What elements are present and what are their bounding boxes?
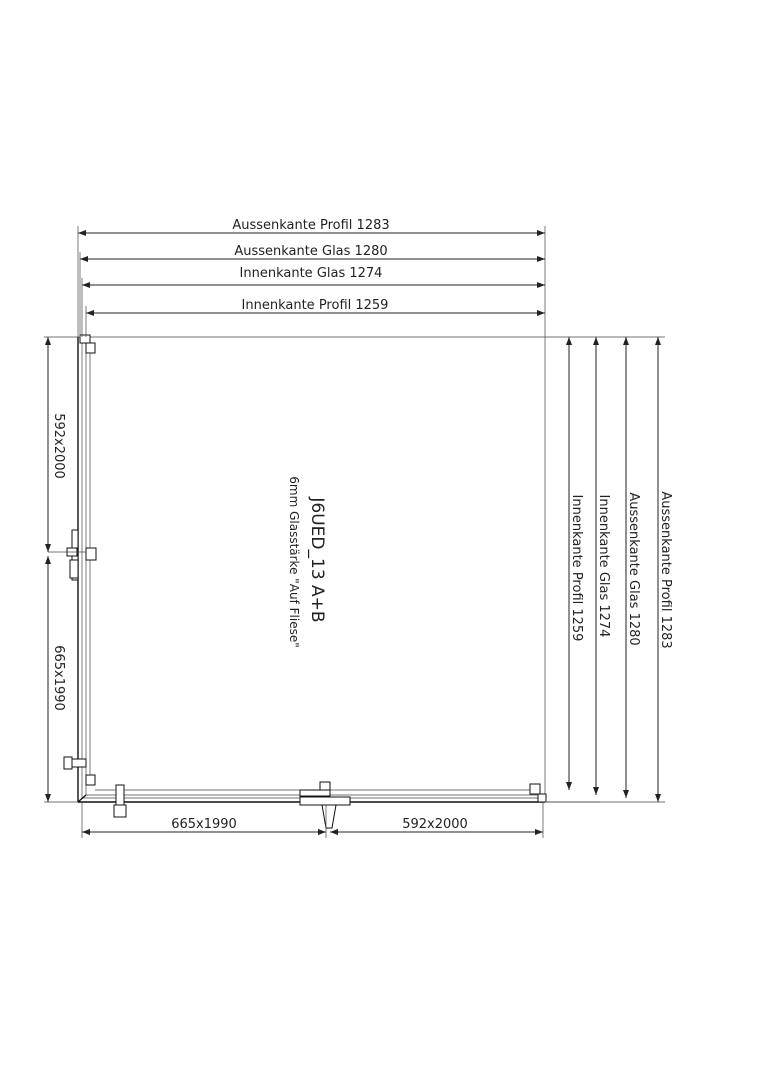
hardware-bottom-right	[530, 784, 600, 802]
label-top-outer-profile: Aussenkante Profil 1283	[232, 218, 390, 233]
label-bottom-left: 665x1990	[171, 817, 237, 832]
left-dimension-labels	[51, 413, 66, 711]
label-left-upper: 592x2000	[51, 413, 66, 479]
label-right-outer-profile: Aussenkante Profil 1283	[658, 491, 673, 649]
label-right-outer-glass: Aussenkante Glas 1280	[626, 492, 641, 646]
drawing-subtitle: 6mm Glasstärke "Auf Fliese"	[287, 476, 301, 648]
label-bottom-right: 592x2000	[402, 817, 468, 832]
label-top-inner-profile: Innenkante Profil 1259	[241, 298, 389, 313]
label-top-inner-glass: Innenkante Glas 1274	[239, 266, 383, 281]
top-dimension-lines	[78, 226, 545, 337]
right-dimension-labels	[569, 491, 673, 648]
door-handle-left	[48, 530, 96, 580]
drawing-title: J6UED_13 A+B	[307, 497, 327, 623]
center-title-block	[287, 476, 327, 648]
top-dimension-labels	[232, 218, 389, 313]
bottom-dimension-lines	[82, 802, 543, 838]
label-left-lower: 665x1990	[51, 645, 66, 711]
bottom-left-foot	[114, 785, 126, 817]
label-right-inner-profile: Innenkante Profil 1259	[569, 494, 584, 642]
label-right-inner-glass: Innenkante Glas 1274	[596, 494, 611, 638]
label-top-outer-glass: Aussenkante Glas 1280	[234, 244, 388, 259]
door-handle-bottom	[300, 782, 350, 828]
